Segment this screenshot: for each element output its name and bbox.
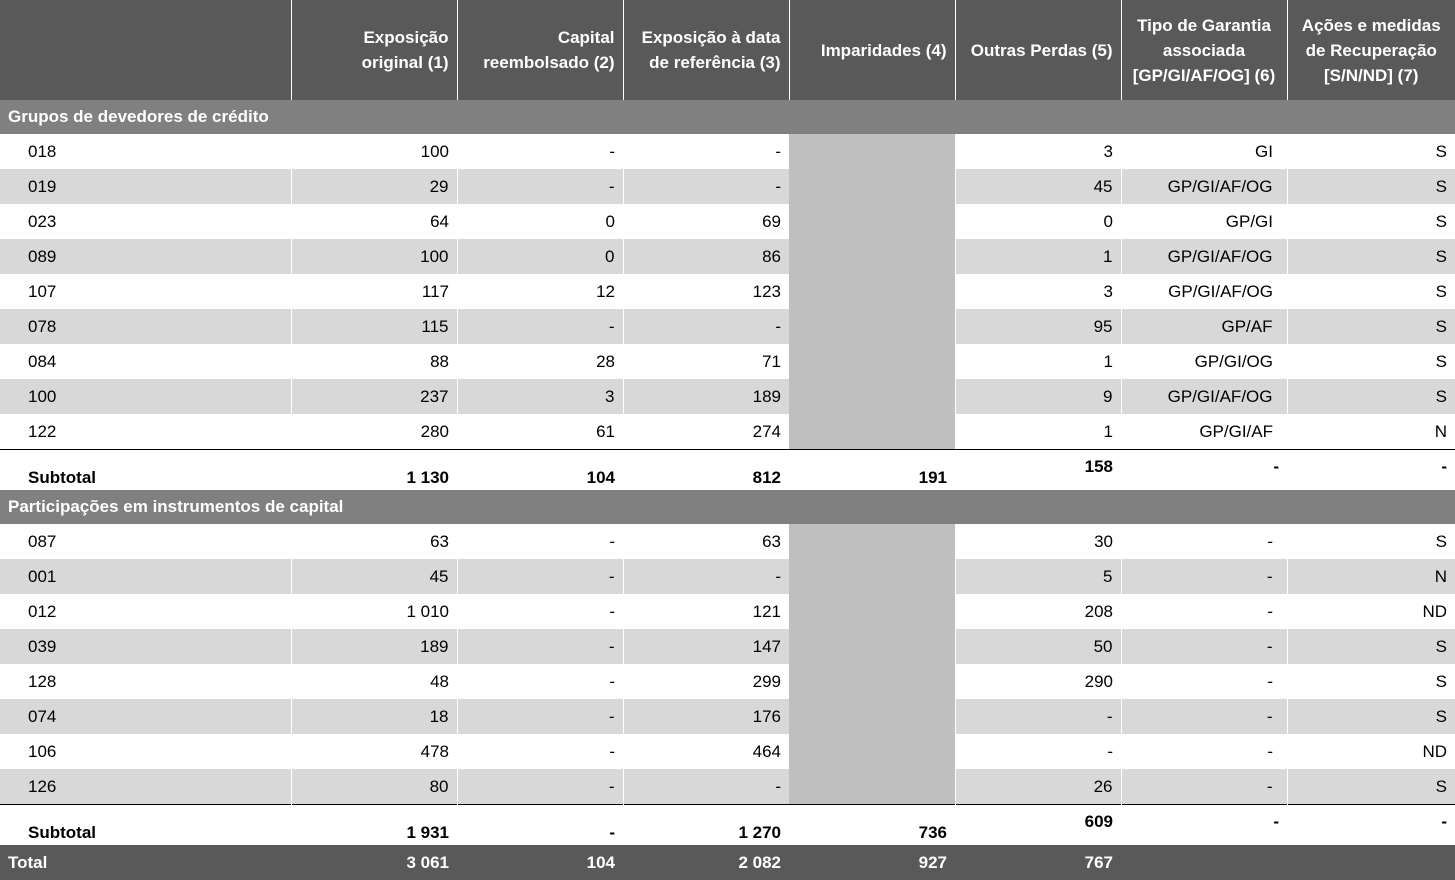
table-cell [789, 379, 955, 414]
header-outras-perdas: Outras Perdas (5) [955, 0, 1121, 100]
total-cell: 104 [457, 845, 623, 880]
row-id-cell: 087 [28, 531, 57, 551]
row-id-cell: 023 [28, 211, 57, 231]
table-cell: 478 [420, 741, 449, 761]
table-cell: GP/GI/AF/OG [1121, 379, 1287, 414]
table-cell: 30 [1094, 531, 1113, 551]
header-exposicao-original: Exposição original (1) [291, 0, 457, 100]
table-cell: GP/GI [1225, 211, 1273, 231]
table-cell: - [609, 601, 615, 621]
table-cell: - [1267, 601, 1273, 621]
table-cell [789, 414, 955, 450]
table-row [0, 169, 1455, 204]
table-row [0, 309, 1455, 344]
table-cell: 274 [752, 421, 781, 441]
table-cell: 5 [955, 559, 1121, 594]
header-row [0, 0, 1455, 100]
table-cell: 1 [1103, 421, 1113, 441]
subtotal-cell: 1 130 [291, 450, 457, 491]
table-cell: 0 [605, 211, 615, 231]
table-cell [789, 134, 955, 169]
table-row [0, 734, 1455, 769]
table-cell: 28 [596, 351, 615, 371]
table-cell: N [1434, 421, 1447, 441]
table-cell: 61 [596, 421, 615, 441]
table-cell: - [1267, 671, 1273, 691]
row-id-cell: 019 [0, 169, 291, 204]
header-acoes-recuperacao: Ações e medidas de Recuperação [S/N/ND] (7) [1287, 0, 1455, 100]
row-id-cell: 001 [0, 559, 291, 594]
table-cell: 464 [752, 741, 781, 761]
subtotal-cell: - [1121, 805, 1287, 846]
subtotal-cell: 736 [789, 805, 955, 846]
table-cell: 95 [955, 309, 1121, 344]
table-cell [789, 629, 955, 664]
row-id-cell: 107 [28, 281, 57, 301]
table-cell: 237 [291, 379, 457, 414]
subtotal-row [0, 450, 1455, 491]
table-cell: 64 [430, 211, 449, 231]
table-cell: 71 [762, 351, 781, 371]
table-cell: - [609, 141, 615, 161]
table-cell: 147 [623, 629, 789, 664]
table-row [0, 204, 1455, 239]
table-cell: S [1435, 671, 1447, 691]
table-cell: - [1121, 559, 1287, 594]
subtotal-row [0, 805, 1455, 846]
table-cell: GP/GI/AF/OG [1168, 281, 1273, 301]
subtotal-cell: 609 [955, 805, 1121, 846]
header-exposicao-data-referencia: Exposição à data de referência (3) [623, 0, 789, 100]
table-cell: S [1435, 141, 1447, 161]
table-cell: S [1435, 281, 1447, 301]
table-cell: 1 [955, 239, 1121, 274]
total-cell: 927 [789, 845, 955, 880]
table-cell [789, 169, 955, 204]
row-id-cell: 039 [0, 629, 291, 664]
table-cell: 63 [762, 531, 781, 551]
table-cell: - [609, 741, 615, 761]
table-cell: 189 [623, 379, 789, 414]
table-cell: GP/GI/AF/OG [1121, 169, 1287, 204]
subtotal-label: Subtotal [0, 450, 291, 491]
table-row [0, 559, 1455, 594]
table-cell: 176 [623, 699, 789, 734]
table-row [0, 769, 1455, 805]
table-cell: 88 [430, 351, 449, 371]
table-cell: 1 010 [406, 601, 449, 621]
table-cell [789, 344, 955, 379]
table-cell: 26 [955, 769, 1121, 805]
table-cell: - [775, 141, 781, 161]
table-cell: 45 [955, 169, 1121, 204]
table-row [0, 699, 1455, 734]
table-cell [789, 769, 955, 805]
table-cell: 9 [955, 379, 1121, 414]
table-cell: 189 [291, 629, 457, 664]
section-title: Grupos de devedores de crédito [0, 100, 1455, 134]
subtotal-cell: - [1287, 805, 1455, 846]
table-cell: - [1121, 699, 1287, 734]
table-cell: S [1287, 309, 1455, 344]
table-row [0, 344, 1455, 379]
table-row [0, 594, 1455, 629]
table-cell: - [457, 629, 623, 664]
table-cell: 80 [291, 769, 457, 805]
table-cell: S [1287, 169, 1455, 204]
table-cell: - [623, 309, 789, 344]
table-cell: - [457, 309, 623, 344]
table-cell: S [1435, 211, 1447, 231]
table-cell: S [1435, 351, 1447, 371]
subtotal-cell: - [1287, 450, 1455, 491]
table-cell: 100 [420, 141, 449, 161]
table-cell: - [623, 769, 789, 805]
section-header-row [0, 490, 1455, 524]
table-cell: 29 [291, 169, 457, 204]
subtotal-label: Subtotal [0, 805, 291, 846]
table-cell: S [1435, 531, 1447, 551]
total-cell: 767 [955, 845, 1121, 880]
table-cell: 3 [1103, 141, 1113, 161]
table-cell: - [955, 699, 1121, 734]
table-cell: - [457, 559, 623, 594]
table-cell: GP/GI/AF/OG [1121, 239, 1287, 274]
table-cell: GP/GI/AF [1199, 421, 1273, 441]
table-cell: - [1121, 769, 1287, 805]
table-cell: 208 [1084, 601, 1113, 621]
table-cell: - [457, 169, 623, 204]
table-cell: GP/AF [1121, 309, 1287, 344]
table-cell: 0 [457, 239, 623, 274]
row-id-cell: 012 [28, 601, 57, 621]
table-cell: 48 [430, 671, 449, 691]
table-cell: 69 [762, 211, 781, 231]
table-row [0, 414, 1455, 450]
total-cell: 2 082 [623, 845, 789, 880]
table-cell: - [609, 671, 615, 691]
table-cell: 3 [457, 379, 623, 414]
header-capital-reembolsado: Capital reembolsado (2) [457, 0, 623, 100]
subtotal-cell: 1 931 [291, 805, 457, 846]
table-cell: GI [1255, 141, 1273, 161]
table-cell: ND [1422, 601, 1447, 621]
table-row [0, 274, 1455, 309]
section-title: Participações em instrumentos de capital [0, 490, 1455, 524]
table-cell: - [623, 559, 789, 594]
table-cell: - [1267, 741, 1273, 761]
subtotal-cell: 812 [623, 450, 789, 491]
table-cell: - [457, 769, 623, 805]
table-cell: 290 [1084, 671, 1113, 691]
header-imparidades: Imparidades (4) [789, 0, 955, 100]
table-cell [789, 594, 955, 629]
section-header-row [0, 100, 1455, 134]
table-cell: 121 [752, 601, 781, 621]
table-cell: ND [1422, 741, 1447, 761]
subtotal-cell: - [457, 805, 623, 846]
table-cell: 100 [291, 239, 457, 274]
table-cell: 50 [955, 629, 1121, 664]
table-cell: - [623, 169, 789, 204]
subtotal-cell: - [1121, 450, 1287, 491]
table-cell: S [1287, 379, 1455, 414]
row-id-cell: 106 [28, 741, 57, 761]
table-cell [789, 239, 955, 274]
table-cell: - [609, 531, 615, 551]
table-cell: 3 [1103, 281, 1113, 301]
table-cell: 1 [1103, 351, 1113, 371]
table-row [0, 664, 1455, 699]
row-id-cell: 122 [28, 421, 57, 441]
table-row [0, 379, 1455, 414]
table-cell: 86 [623, 239, 789, 274]
table-row [0, 134, 1455, 169]
table-cell: S [1287, 629, 1455, 664]
row-id-cell: 128 [28, 671, 57, 691]
table-cell: 280 [420, 421, 449, 441]
subtotal-cell: 1 270 [623, 805, 789, 846]
table-cell: 45 [291, 559, 457, 594]
table-cell [789, 309, 955, 344]
table-cell [789, 524, 955, 559]
row-id-cell: 100 [0, 379, 291, 414]
table-cell [789, 559, 955, 594]
table-cell: - [1107, 741, 1113, 761]
subtotal-cell: 104 [457, 450, 623, 491]
table-cell: - [457, 699, 623, 734]
table-cell: S [1287, 699, 1455, 734]
subtotal-cell: 158 [955, 450, 1121, 491]
table-cell: 12 [596, 281, 615, 301]
row-id-cell: 074 [0, 699, 291, 734]
table-cell: - [1267, 531, 1273, 551]
table-cell: 123 [752, 281, 781, 301]
table-cell: 63 [430, 531, 449, 551]
table-cell: 299 [752, 671, 781, 691]
table-cell: S [1287, 239, 1455, 274]
table-cell: 18 [291, 699, 457, 734]
row-id-cell: 089 [0, 239, 291, 274]
table-cell [789, 734, 955, 769]
table-cell [789, 699, 955, 734]
table-cell: 115 [291, 309, 457, 344]
table-cell: GP/GI/OG [1194, 351, 1273, 371]
header-cell [0, 0, 291, 100]
row-id-cell: 084 [28, 351, 57, 371]
table-row [0, 524, 1455, 559]
total-label: Total [0, 845, 291, 880]
table-row [0, 239, 1455, 274]
table-cell: S [1287, 769, 1455, 805]
table-cell [789, 274, 955, 309]
table-row [0, 629, 1455, 664]
row-id-cell: 018 [28, 141, 57, 161]
subtotal-cell: 191 [789, 450, 955, 491]
table-cell: 117 [421, 281, 449, 301]
table-cell: N [1287, 559, 1455, 594]
table-cell [789, 664, 955, 699]
row-id-cell: 078 [0, 309, 291, 344]
table-cell: - [1121, 629, 1287, 664]
table-cell: 0 [1103, 211, 1113, 231]
header-tipo-garantia: Tipo de Garantia associada [GP/GI/AF/OG] (6) [1121, 0, 1287, 100]
table-cell [789, 204, 955, 239]
total-cell: 3 061 [291, 845, 457, 880]
row-id-cell: 126 [0, 769, 291, 805]
